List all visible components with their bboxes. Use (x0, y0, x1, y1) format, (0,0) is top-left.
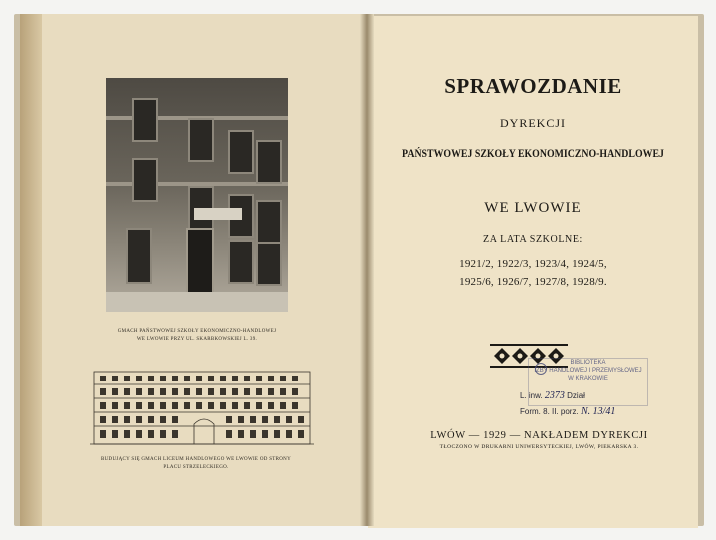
school-name: PAŃSTWOWEJ SZKOŁY EKONOMICZNO-HANDLOWEJ (402, 146, 664, 160)
format-handwritten: N. 13/41 (580, 406, 616, 417)
imprint-line: LWÓW — 1929 — NAKŁADEM DYREKCJI (430, 430, 648, 441)
years-line-2: 1925/6, 1926/7, 1927/8, 1928/9. (459, 276, 607, 288)
report-title: SPRAWOZDANIE (444, 74, 622, 98)
inventory-number: 2373 (544, 390, 565, 401)
left-page-edge (20, 14, 42, 526)
inventory-label: L. inw. (520, 391, 543, 400)
library-seal-icon (535, 363, 547, 375)
photo-caption-line1: GMACH PAŃSTWOWEJ SZKOŁY EKONOMICZNO-HANDLOWEJ (117, 329, 277, 334)
drawing-caption-line1: BUDUJĄCY SIĘ GMACH LICEUM HANDLOWEGO WE LWOWIE OD STRONY (100, 457, 292, 462)
inventory-line-1 (520, 390, 660, 401)
format-label: Form. (520, 407, 541, 416)
printer-line: TŁOCZONO W DRUKARNI UNIWERSYTECKIEJ, LWÓW, PIEKARSKA 3. (439, 444, 639, 450)
report-subtitle: DYREKCJI (499, 116, 566, 130)
city-line: WE LWOWIE (484, 200, 582, 216)
inventory-section-label: Dział (567, 391, 585, 400)
photo-caption (104, 328, 290, 344)
drawing-caption (96, 456, 296, 472)
drawing-caption-line2: PLACU STRZELECKIEGO. (163, 465, 229, 470)
stamp-line-1: BIBLIOTEKA (570, 360, 606, 366)
architectural-drawing (86, 362, 318, 448)
years-line-1: 1921/2, 1922/3, 1923/4, 1924/5, (459, 258, 607, 270)
stamp-line-3: W KRAKOWIE (568, 376, 608, 382)
school-sign (194, 208, 242, 220)
inventory-line-2 (520, 406, 660, 417)
stamp-line-2: IZBY HANDLOWEJ I PRZEMYSŁOWEJ (534, 368, 642, 374)
years-label: ZA LATA SZKOLNE: (483, 234, 583, 245)
format-value: 8. II. porz. (543, 407, 579, 416)
photo-caption-line2: WE LWOWIE PRZY UL. SKARBKOWSKIEJ L. 39. (136, 337, 258, 342)
school-building-photo (106, 78, 288, 312)
